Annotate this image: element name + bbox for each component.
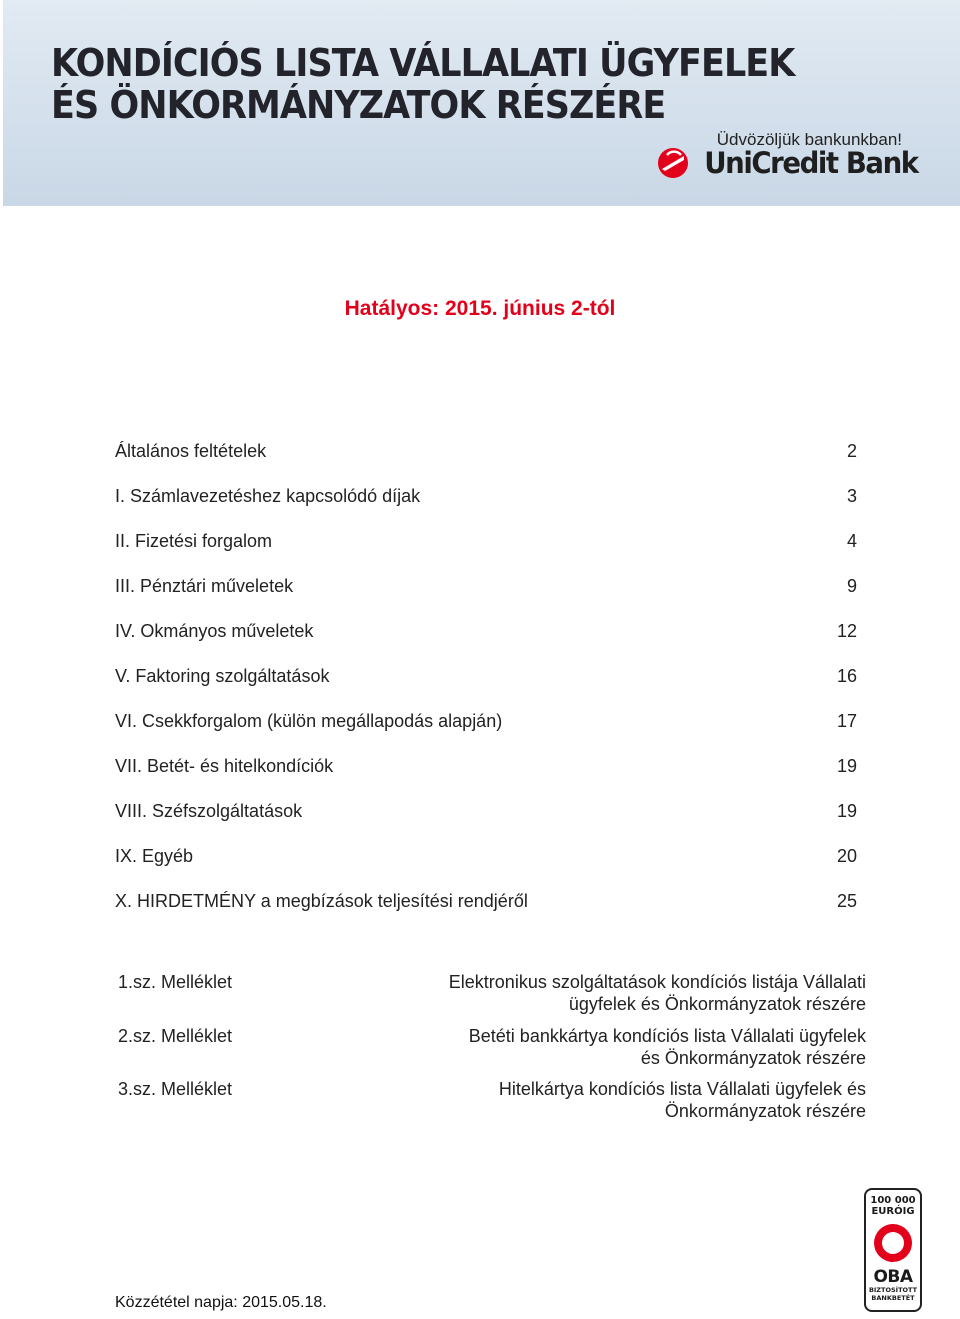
toc-item bbox=[115, 888, 857, 933]
annex-description: Hitelkártya kondíciós lista Vállalati ügyfelek és Önkormányzatok részére bbox=[498, 1079, 866, 1121]
badge-subtitle-1: BIZTOSÍTOTT bbox=[868, 1286, 918, 1294]
toc-item bbox=[115, 708, 857, 753]
toc-item bbox=[115, 798, 857, 843]
toc-item-page: 25 bbox=[836, 891, 857, 911]
toc-item bbox=[115, 438, 857, 483]
toc-item-page: 19 bbox=[836, 756, 857, 776]
toc-item-page: 12 bbox=[836, 621, 857, 641]
oba-badge bbox=[864, 1188, 922, 1312]
badge-currency: EURÓIG bbox=[871, 1206, 915, 1217]
badge-amount: 100 000 bbox=[870, 1195, 916, 1206]
toc-item-label: VI. Csekkforgalom (külön megállapodás alapján) bbox=[115, 711, 503, 731]
table-of-contents bbox=[115, 438, 857, 933]
document-title-line1: KONDÍCIÓS LISTA VÁLLALATI ÜGYFELEK bbox=[51, 41, 795, 85]
unicredit-logo-icon bbox=[657, 147, 689, 179]
toc-item-label: VIII. Széfszolgáltatások bbox=[115, 801, 303, 821]
publication-date: Közzététel napja: 2015.05.18. bbox=[115, 1294, 327, 1311]
toc-item-label: I. Számlavezetéshez kapcsolódó díjak bbox=[115, 486, 421, 506]
bank-logo bbox=[657, 143, 918, 183]
toc-item bbox=[115, 528, 857, 573]
toc-item-label: IV. Okmányos műveletek bbox=[115, 621, 314, 641]
annex-description: Betéti bankkártya kondíciós lista Vállalati ügyfelek és Önkormányzatok részére bbox=[468, 1026, 866, 1068]
badge-subtitle-2: BANKBETÉT bbox=[871, 1294, 915, 1302]
toc-item bbox=[115, 618, 857, 663]
document-title-line2: ÉS ÖNKORMÁNYZATOK RÉSZÉRE bbox=[51, 83, 666, 127]
toc-item-label: X. HIRDETMÉNY a megbízások teljesítési rendjéről bbox=[115, 891, 528, 911]
bank-tagline: Üdvözöljük bankunkban! bbox=[716, 130, 902, 149]
annex-label: 2.sz. Melléklet bbox=[118, 1026, 233, 1046]
toc-item-label: IX. Egyéb bbox=[115, 846, 194, 866]
toc-item-page: 3 bbox=[846, 486, 857, 506]
oba-ring-icon bbox=[873, 1223, 913, 1263]
toc-item-page: 17 bbox=[836, 711, 857, 731]
toc-item bbox=[115, 753, 857, 798]
toc-item-page: 9 bbox=[846, 576, 857, 596]
toc-item bbox=[115, 573, 857, 618]
toc-item-label: V. Faktoring szolgáltatások bbox=[115, 666, 330, 686]
toc-item-page: 19 bbox=[836, 801, 857, 821]
header-banner bbox=[3, 0, 960, 206]
annex-label: 1.sz. Melléklet bbox=[118, 972, 233, 992]
annex-description: Elektronikus szolgáltatások kondíciós listája Vállalati ügyfelek és Önkormányzatok részére bbox=[448, 972, 866, 1014]
toc-item-label: VII. Betét- és hitelkondíciók bbox=[115, 756, 334, 776]
bank-name: UniCredit Bank bbox=[704, 146, 918, 180]
toc-item-label: II. Fizetési forgalom bbox=[115, 531, 273, 551]
toc-item-label: III. Pénztári műveletek bbox=[115, 576, 294, 596]
toc-item-label: Általános feltételek bbox=[115, 441, 267, 461]
toc-item bbox=[115, 843, 857, 888]
toc-item-page: 2 bbox=[846, 441, 857, 461]
annex-label: 3.sz. Melléklet bbox=[118, 1079, 233, 1099]
toc-item-page: 4 bbox=[846, 531, 857, 551]
toc-item-page: 20 bbox=[836, 846, 857, 866]
toc-item bbox=[115, 663, 857, 708]
effective-date: Hatályos: 2015. június 2-tól bbox=[344, 297, 616, 320]
toc-item bbox=[115, 483, 857, 528]
badge-name: OBA bbox=[873, 1267, 913, 1287]
toc-item-page: 16 bbox=[836, 666, 857, 686]
